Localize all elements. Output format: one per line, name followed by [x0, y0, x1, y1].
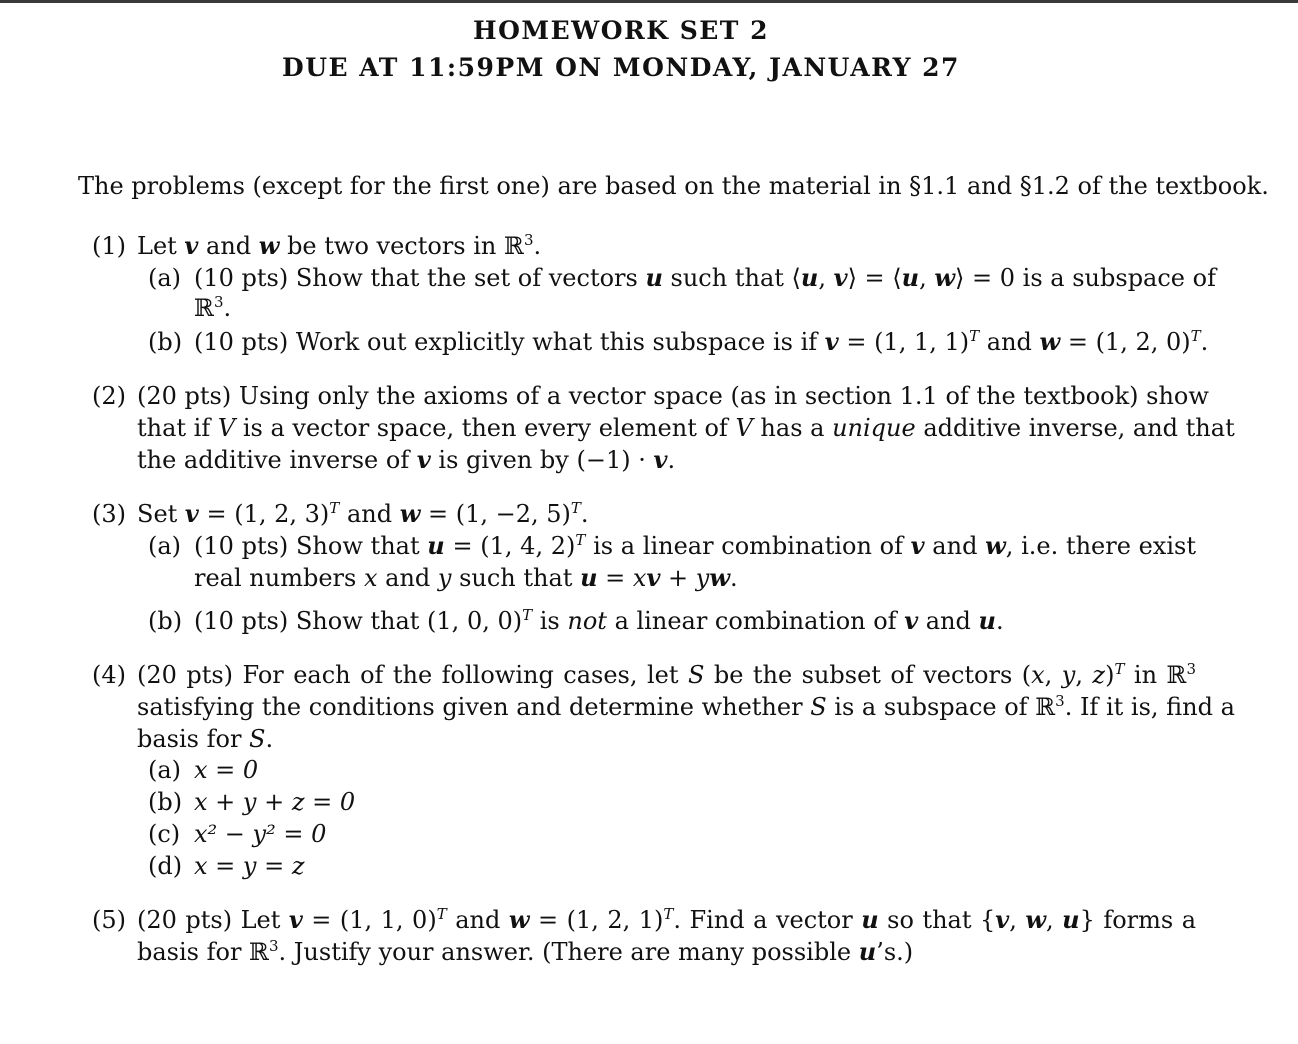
problem-4b-condition: x + y + z = 0: [194, 788, 356, 816]
problem-3a-line-1: (10 pts) Show that u = (1, 4, 2)$^T$ is a linear combination of v and w, i.e. there exist: [194, 531, 1196, 560]
problem-3b-text: (10 pts) Show that (1, 0, 0)$^T$ is not a linear combination of v and u.: [194, 606, 1004, 635]
problem-1-text: Let v and w be two vectors in ℝ$^3$.: [137, 231, 542, 260]
problem-4-line-2: satisfying the conditions given and determine whether S is a subspace of ℝ$^3$. If it is, find a: [137, 692, 1235, 721]
problem-4d-label: (d): [148, 852, 183, 880]
problem-3-number: (3): [92, 500, 126, 528]
problem-5-number: (5): [92, 906, 126, 934]
problem-3-text: Set v = (1, 2, 3)$^T$ and w = (1, −2, 5)$^T$.: [137, 499, 589, 528]
problem-4a-condition: x = 0: [194, 756, 259, 784]
problem-1b-text: (10 pts) Work out explicitly what this subspace is if v = (1, 1, 1)$^T$ and w = (1, 2, 0)$^T$.: [194, 327, 1209, 356]
problem-3a-line-2: real numbers x and y such that u = xv + yw.: [194, 563, 738, 592]
due-date: DUE AT 11:59PM ON MONDAY, JANUARY 27: [282, 53, 960, 82]
problem-1a-label: (a): [148, 264, 182, 292]
problem-4-line-1: (20 pts) For each of the following cases, let S be the subset of vectors (x, y, z)$^T$ in ℝ$^3$: [137, 660, 1196, 689]
problem-4b-label: (b): [148, 788, 183, 816]
problem-1-number: (1): [92, 232, 126, 260]
problem-4-line-3: basis for S.: [137, 725, 274, 753]
problem-1a-text-cont: ℝ$^3$.: [194, 293, 232, 322]
problem-1a-text: (10 pts) Show that the set of vectors u such that ⟨u, v⟩ = ⟨u, w⟩ = 0 is a subspace of: [194, 263, 1216, 292]
homework-title: HOMEWORK SET 2: [473, 16, 769, 45]
problem-3a-label: (a): [148, 532, 182, 560]
problem-5-line-1: (20 pts) Let v = (1, 1, 0)$^T$ and w = (1, 2, 1)$^T$. Find a vector u so that {v, w, u} forms a: [137, 905, 1197, 934]
problem-1b-label: (b): [148, 328, 183, 356]
problem-4a-label: (a): [148, 756, 182, 784]
problem-2-line-2: that if V is a vector space, then every element of V has a unique additive inverse, and that: [137, 414, 1235, 442]
problem-4c-label: (c): [148, 820, 181, 848]
problem-2-line-3: the additive inverse of v is given by (−1) · v.: [137, 445, 676, 474]
problem-4d-condition: x = y = z: [194, 852, 305, 880]
problem-3b-label: (b): [148, 607, 183, 635]
problem-5-line-2: basis for ℝ$^3$. Justify your answer. (There are many possible u’s.): [137, 937, 914, 966]
top-border: [0, 0, 1298, 3]
intro-text: The problems (except for the first one) are based on the material in §1.1 and §1.2 of the textbook.: [78, 172, 1269, 200]
problem-4-number: (4): [92, 661, 126, 689]
problem-4c-condition: x² − y² = 0: [194, 820, 327, 848]
problem-2-line-1: (20 pts) Using only the axioms of a vector space (as in section 1.1 of the textbook) show: [137, 382, 1209, 410]
problem-2-number: (2): [92, 382, 126, 410]
